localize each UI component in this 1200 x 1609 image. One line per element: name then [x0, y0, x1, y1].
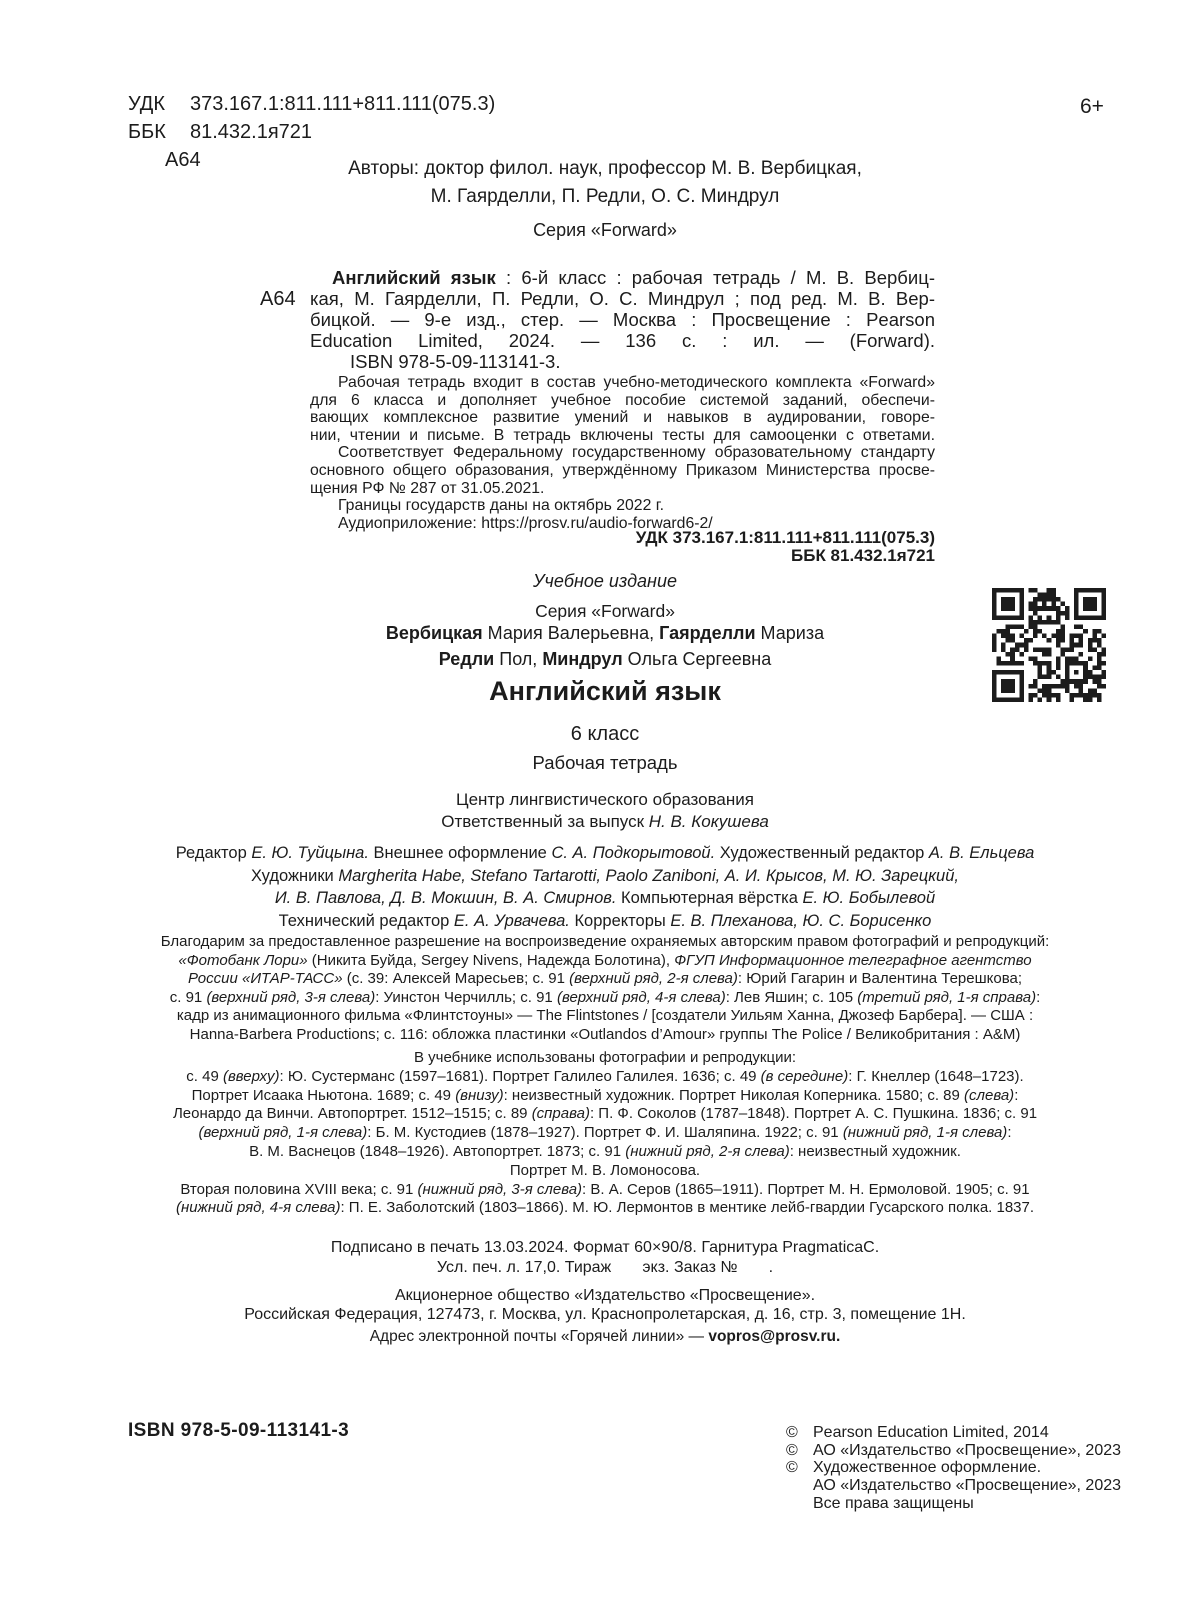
text-line: Портрет М. В. Ломоносова. — [509, 1161, 701, 1179]
isbn-footer: ISBN 978-5-09-113141-3 — [128, 1420, 350, 1441]
edition-type-note: Учебное издание — [533, 571, 677, 591]
copyright-text: АО «Издательство «Просвещение», 2023 — [813, 1477, 1122, 1495]
text-line: бицкой. — 9-е изд., стер. — Москва : Просвещение : Pearson — [310, 309, 935, 330]
production-department — [0, 789, 1200, 833]
text-line: Технический редактор Е. А. Урвачева. Корректоры Е. В. Плеханова, Ю. С. Борисенко — [278, 911, 932, 930]
text-line: В учебнике использованы фотографии и репродукции: — [413, 1049, 797, 1066]
annotation — [310, 374, 935, 532]
text-line: Леонардо да Винчи. Автопортрет. 1512–1515; с. 89 (справа): П. Ф. Соколов (1787–1848). Портрет А. С. Пушкина. 1836; с. 91 — [172, 1105, 1038, 1123]
text-line: Российская Федерация, 127473, г. Москва, ул. Краснопролетарская, д. 16, стр. 3, помещение 1Н. — [244, 1305, 966, 1323]
text-line: В. М. Васнецов (1848–1926). Автопортрет. 1873; с. 91 (нижний ряд, 2-я слева): неизвестный художник. — [249, 1142, 961, 1160]
catalog-card-text — [310, 267, 935, 372]
classification-codes-bold — [310, 529, 935, 565]
text-line: Вербицкая Мария Валерьевна, Гаярделли Мариза — [385, 623, 825, 643]
text-line: ББК 81.432.1я721 — [791, 546, 935, 565]
copyright-sign: © — [786, 1424, 798, 1441]
age-rating-badge: 6+ — [1080, 95, 1104, 118]
text-line: УДК 373.167.1:811.111+811.111(075.3) — [635, 528, 935, 547]
text-line: Английский язык : 6-й класс : рабочая тетрадь / М. В. Вербиц- — [332, 267, 935, 288]
text-line: Авторы: доктор филол. наук, профессор М. В. Вербицкая, — [348, 158, 862, 179]
copyright-block — [786, 1424, 1121, 1513]
bbk-line — [128, 118, 495, 146]
staff-credits — [0, 842, 1200, 932]
text-line: Подписано в печать 13.03.2024. Формат 60×90/8. Гарнитура PragmaticaC. — [330, 1239, 880, 1256]
bbk-value: 81.432.1я721 — [190, 121, 313, 143]
qr-code-image — [992, 588, 1106, 702]
publisher-address — [0, 1287, 1200, 1324]
linguistic-center: Центр лингвистического образования — [456, 790, 754, 809]
authors-note — [0, 155, 1200, 211]
text-line: нии, чтении и письме. В тетрадь включены тесты для самооценки с ответами. — [310, 426, 935, 444]
text-line: «Фотобанк Лори» (Никита Буйда, Sergey Nivens, Надежда Болотина), ФГУП Информационное телеграфное агентство — [178, 951, 1032, 969]
book-grade: 6 класс — [570, 723, 640, 745]
udk-value: 373.167.1:811.111+811.111(075.3) — [190, 93, 496, 115]
copyright-line — [786, 1424, 1121, 1442]
text-line: кая, М. Гаярделли, П. Редли, О. С. Миндрул ; под ред. М. В. Вер- — [310, 288, 935, 309]
text-line: кадр из анимационного фильма «Флинтстоуны» — The Flintstones / [создатели Уильям Ханна, Джозеф Барбера]. — США : — [176, 1007, 1034, 1024]
copyright-text: АО «Издательство «Просвещение», 2023 — [813, 1441, 1122, 1459]
text-line: Границы государств даны на октябрь 2022 г. — [338, 497, 664, 515]
catalog-card — [260, 267, 935, 372]
text-line: России «ИТАР-ТАСС» (с. 39: Алексей Маресьев; с. 91 (верхний ряд, 2-я слева): Юрий Гагарин и Валентина Терешкова; — [187, 970, 1023, 987]
text-line: Рабочая тетрадь входит в состав учебно-методического комплекта «Forward» — [338, 374, 935, 391]
print-run-info — [0, 1238, 1200, 1277]
text-line: И. В. Павлова, Д. В. Мокшин, В. А. Смирнов. Компьютерная вёрстка Е. Ю. Бобылевой — [274, 889, 936, 908]
copyright-text: Все права защищены — [813, 1494, 974, 1512]
text-line: Редли Пол, Миндрул Ольга Сергеевна — [438, 649, 772, 669]
udk-label: УДК — [128, 93, 166, 115]
copyright-sign: © — [786, 1459, 798, 1477]
copyright-line — [786, 1442, 1121, 1460]
text-line: для 6 класса и дополняет учебное пособие системой заданий, обеспечи- — [310, 391, 935, 409]
text-line: Благодарим за предоставленное разрешение на воспроизведение охраняемых авторским правом фотографий и репродукций: — [160, 933, 1050, 950]
text-line: Hanna-Barbera Productions; с. 116: обложка пластинки «Outlandos d’Amour» группы The Police / Великобритания : A&M) — [189, 1025, 1021, 1043]
book-subtitle: Рабочая тетрадь — [532, 752, 678, 773]
bbk-label: ББК — [128, 121, 166, 143]
text-line: с. 49 (вверху): Ю. Сустерманс (1597–1681). Портрет Галилео Галилея. 1636; с. 49 (в середине): Г. Кнеллер (1648–1723). — [186, 1067, 1024, 1085]
text-line: Аудиоприложение: https://prosv.ru/audio-forward6-2/ — [338, 514, 713, 532]
catalog-author-mark: А64 — [260, 288, 296, 310]
copyright-line — [786, 1477, 1121, 1495]
udk-line — [128, 90, 495, 118]
hotline-email-line: Адрес электронной почты «Горячей линии» — vopros@prosv.ru. — [369, 1328, 841, 1345]
text-line: Портрет Исаака Ньютона. 1689; с. 49 (внизу): неизвестный художник. Портрет Николая Коперника. 1580; с. 89 (слева): — [191, 1086, 1019, 1104]
text-line: М. Гаярделли, П. Редли, О. С. Миндрул — [430, 186, 780, 207]
text-line: вающих комплексное развитие умений и навыков в аудировании, говоре- — [310, 409, 935, 427]
copyright-line — [786, 1459, 1121, 1477]
text-line: Education Limited, 2024. — 136 с. : ил. — (Forward). — [310, 330, 935, 351]
text-line: Редактор Е. Ю. Туйцына. Внешнее оформление С. А. Подкорытовой. Художественный редактор А. В. Ельцева — [175, 844, 1035, 862]
text-line: Акционерное общество «Издательство «Просвещение». — [394, 1287, 816, 1304]
text-line: основного общего образования, утверждённому Приказом Министерства просве- — [310, 461, 935, 479]
text-line: (нижний ряд, 4-я слева): П. Е. Заболотский (1803–1866). М. Ю. Лермонтов в ментике лейб-гвардии Гусарского полка. 1837. — [175, 1199, 1035, 1217]
copyright-text: Pearson Education Limited, 2014 — [813, 1424, 1049, 1441]
text-line: Усл. печ. л. 17,0. Тираж экз. Заказ № . — [436, 1258, 774, 1276]
text-line: с. 91 (верхний ряд, 3-я слева): Уинстон Черчилль; с. 91 (верхний ряд, 4-я слева): Лев Яшин; с. 105 (третий ряд, 1-я справа): — [169, 988, 1041, 1006]
photo-permissions — [0, 933, 1200, 1044]
copyright-text: Художественное оформление. — [813, 1459, 1042, 1477]
qr-code — [992, 588, 1106, 702]
text-line: Вторая половина XVIII века; с. 91 (нижний ряд, 3-я слева): В. А. Серов (1865–1911). Портрет М. Н. Ермоловой. 1905; с. 91 — [180, 1180, 1030, 1198]
text-line: Художники Margherita Habe, Stefano Tartarotti, Paolo Zaniboni, А. И. Крысов, М. Ю. Зарецкий, — [251, 866, 959, 885]
copyright-sign: © — [786, 1441, 798, 1459]
text-line: щения РФ № 287 от 31.05.2021. — [310, 479, 545, 497]
series-note-top: Серия «Forward» — [533, 220, 677, 240]
responsible-for-issue: Ответственный за выпуск Н. В. Кокушева — [441, 812, 769, 831]
text-line: ISBN 978-5-09-113141-3. — [350, 351, 561, 372]
photo-credits — [0, 1049, 1200, 1218]
author-mark: А64 — [165, 149, 201, 171]
copyright-sign — [786, 1495, 813, 1513]
text-line: Соответствует Федеральному государственному образовательному стандарту — [338, 444, 935, 462]
text-line: (верхний ряд, 1-я слева): Б. М. Кустодиев (1878–1927). Портрет Ф. И. Шаляпина. 1922; с. 91 (нижний ряд, 1-я слева): — [198, 1124, 1012, 1142]
book-title: Английский язык — [489, 676, 721, 706]
series-note-mid: Серия «Forward» — [535, 601, 675, 621]
copyright-sign — [786, 1477, 813, 1495]
copyright-line — [786, 1495, 1121, 1513]
